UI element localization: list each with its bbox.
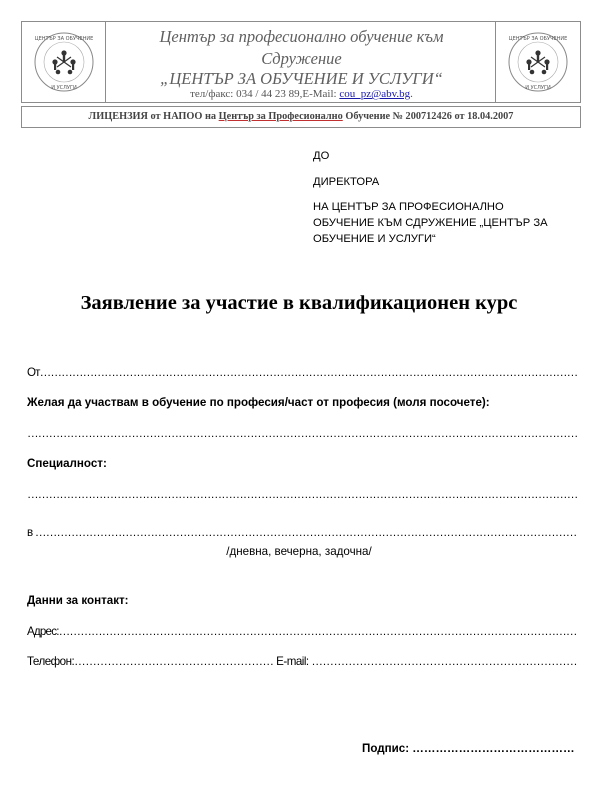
license-part1: ЛИЦЕНЗИЯ от НАПОО на xyxy=(88,111,219,122)
svg-text:ЦЕНТЪР ЗА ОБУЧЕНИЕ: ЦЕНТЪР ЗА ОБУЧЕНИЕ xyxy=(508,36,568,42)
organization-logo-left xyxy=(33,31,95,93)
addressee-line3: НА ЦЕНТЪР ЗА ПРОФЕСИОНАЛНО xyxy=(313,201,504,213)
from-field[interactable]: От…………………………………………………………………………………………………………………………………… xyxy=(27,366,578,379)
specialty-label: Специалност: xyxy=(27,457,107,470)
logo-cell-right xyxy=(495,22,580,102)
org-name-line3: „ЦЕНТЪР ЗА ОБУЧЕНИЕ И УСЛУГИ“ xyxy=(160,69,443,88)
org-contact xyxy=(106,88,497,100)
addressee-line5: ОБУЧЕНИЕ И УСЛУГИ“ xyxy=(313,233,436,245)
license-box xyxy=(21,106,581,128)
svg-text:ЦЕНТЪР ЗА ОБУЧЕНИЕ: ЦЕНТЪР ЗА ОБУЧЕНИЕ xyxy=(34,36,94,42)
org-name-line1: Център за професионално обучение към xyxy=(159,27,444,46)
study-form-note: /дневна, вечерна, задочна/ xyxy=(226,545,372,558)
contact-suffix: . xyxy=(410,88,413,100)
contact-label: Данни за контакт: xyxy=(27,594,129,607)
document-title: Заявление за участие в квалификационен курс xyxy=(80,292,518,314)
contact-prefix: тел/факс: 034 / 44 23 89,E-Mail: xyxy=(190,88,340,100)
profession-field[interactable]: ……………………………………………………………………………………………………………………………………… xyxy=(27,427,578,440)
addressee-line1: ДО xyxy=(313,150,330,162)
email-link[interactable]: cou_pz@abv.bg xyxy=(339,88,411,100)
study-form-field[interactable]: в …………………………………………………………………………………………………………………………………… xyxy=(27,526,577,539)
specialty-field[interactable]: ……………………………………………………………………………………………………………………………………… xyxy=(27,488,578,501)
addressee-line4: ОБУЧЕНИЕ КЪМ СДРУЖЕНИЕ „ЦЕНТЪР ЗА xyxy=(313,217,548,229)
signature-field[interactable]: Подпис: …………………………………… xyxy=(362,742,575,755)
license-part2: Обучение № 200712426 от 18.04.2007 xyxy=(342,111,514,122)
license-underlined: Център за Професионално xyxy=(218,111,343,122)
header-table xyxy=(21,21,581,103)
phone-email-field[interactable]: Телефон:……………………………………………… E-mail: ……………………………………………………………… xyxy=(27,655,578,668)
svg-text:И УСЛУГИ: И УСЛУГИ xyxy=(525,85,551,91)
org-name-line2: Сдружение xyxy=(261,49,342,68)
profession-label: Желая да участвам в обучение по професия/част от професия (моля посочете): xyxy=(27,396,490,409)
organization-logo-right xyxy=(507,31,569,93)
svg-text:И УСЛУГИ: И УСЛУГИ xyxy=(51,85,77,91)
address-field[interactable]: Адрес:……………………………………………………………………………………………………………………………… xyxy=(27,625,577,638)
addressee-line2: ДИРЕКТОРА xyxy=(313,176,380,188)
logo-cell-left xyxy=(22,22,106,102)
